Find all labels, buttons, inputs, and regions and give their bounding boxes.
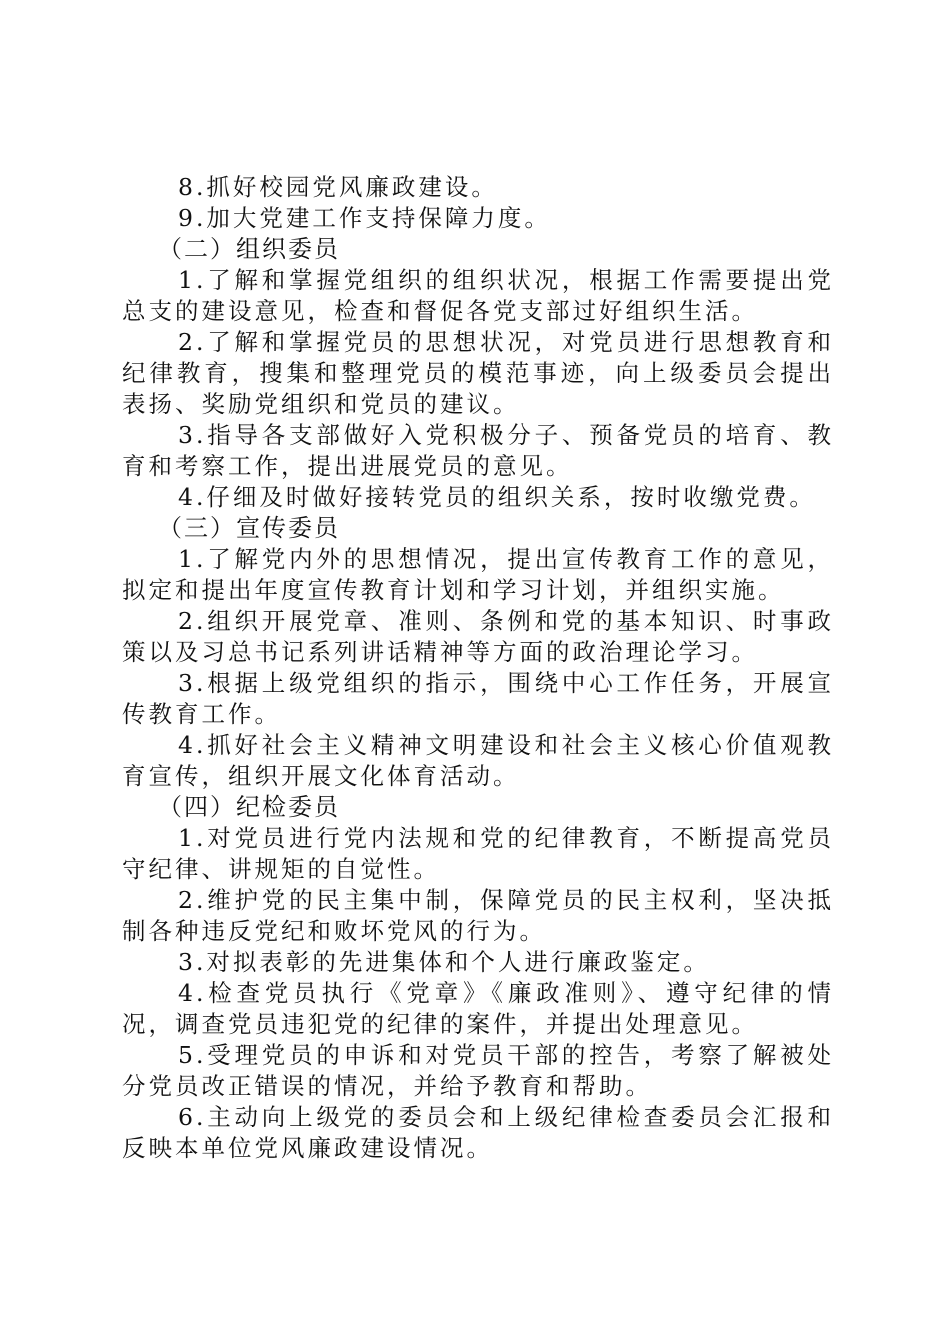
- paragraph-publicity-4: 4.抓好社会主义精神文明建设和社会主义核心价值观教育宣传，组织开展文化体育活动。: [122, 731, 834, 790]
- paragraph-discipline-2: 2.维护党的民主集中制，保障党员的民主权利，坚决抵制各种违反党纪和败坏党风的行为。: [122, 886, 834, 945]
- paragraph-discipline-6: 6.主动向上级党的委员会和上级纪律检查委员会汇报和反映本单位党风廉政建设情况。: [122, 1103, 834, 1162]
- paragraph-publicity-1: 1.了解党内外的思想情况，提出宣传教育工作的意见，拟定和提出年度宣传教育计划和学习计划，并组织实施。: [122, 545, 834, 604]
- paragraph-publicity-2: 2.组织开展党章、准则、条例和党的基本知识、时事政策以及习总书记系列讲话精神等方面的政治理论学习。: [122, 607, 834, 666]
- section-heading-discipline: （四）纪检委员: [158, 793, 340, 821]
- paragraph-organization-2: 2.了解和掌握党员的思想状况，对党员进行思想教育和纪律教育，搜集和整理党员的模范事迹，向上级委员会提出表扬、奖励党组织和党员的建议。: [122, 328, 834, 418]
- paragraph-discipline-3: 3.对拟表彰的先进集体和个人进行廉政鉴定。: [178, 948, 710, 976]
- section-heading-publicity: （三）宣传委员: [158, 514, 340, 542]
- paragraph-discipline-1: 1.对党员进行党内法规和党的纪律教育，不断提高党员守纪律、讲规矩的自觉性。: [122, 824, 834, 883]
- paragraph-organization-3: 3.指导各支部做好入党积极分子、预备党员的培育、教育和考察工作，提出进展党员的意见。: [122, 421, 834, 480]
- paragraph-organization-4: 4.仔细及时做好接转党员的组织关系，按时收缴党费。: [178, 483, 816, 511]
- paragraph-discipline-4: 4.检查党员执行《党章》《廉政准则》、遵守纪律的情况，调查党员违犯党的纪律的案件，并提出处理意见。: [122, 979, 834, 1038]
- document-page: [122, 172, 834, 1164]
- paragraph-publicity-3: 3.根据上级党组织的指示，围绕中心工作任务，开展宣传教育工作。: [122, 669, 834, 728]
- paragraph-discipline-5: 5.受理党员的申诉和对党员干部的控告，考察了解被处分党员改正错误的情况，并给予教育和帮助。: [122, 1041, 834, 1100]
- paragraph-top-9: 9.加大党建工作支持保障力度。: [178, 204, 551, 232]
- section-heading-organization: （二）组织委员: [158, 235, 340, 263]
- paragraph-top-8: 8.抓好校园党风廉政建设。: [178, 173, 498, 201]
- paragraph-organization-1: 1.了解和掌握党组织的组织状况，根据工作需要提出党总支的建设意见，检查和督促各党支部过好组织生活。: [122, 266, 834, 325]
